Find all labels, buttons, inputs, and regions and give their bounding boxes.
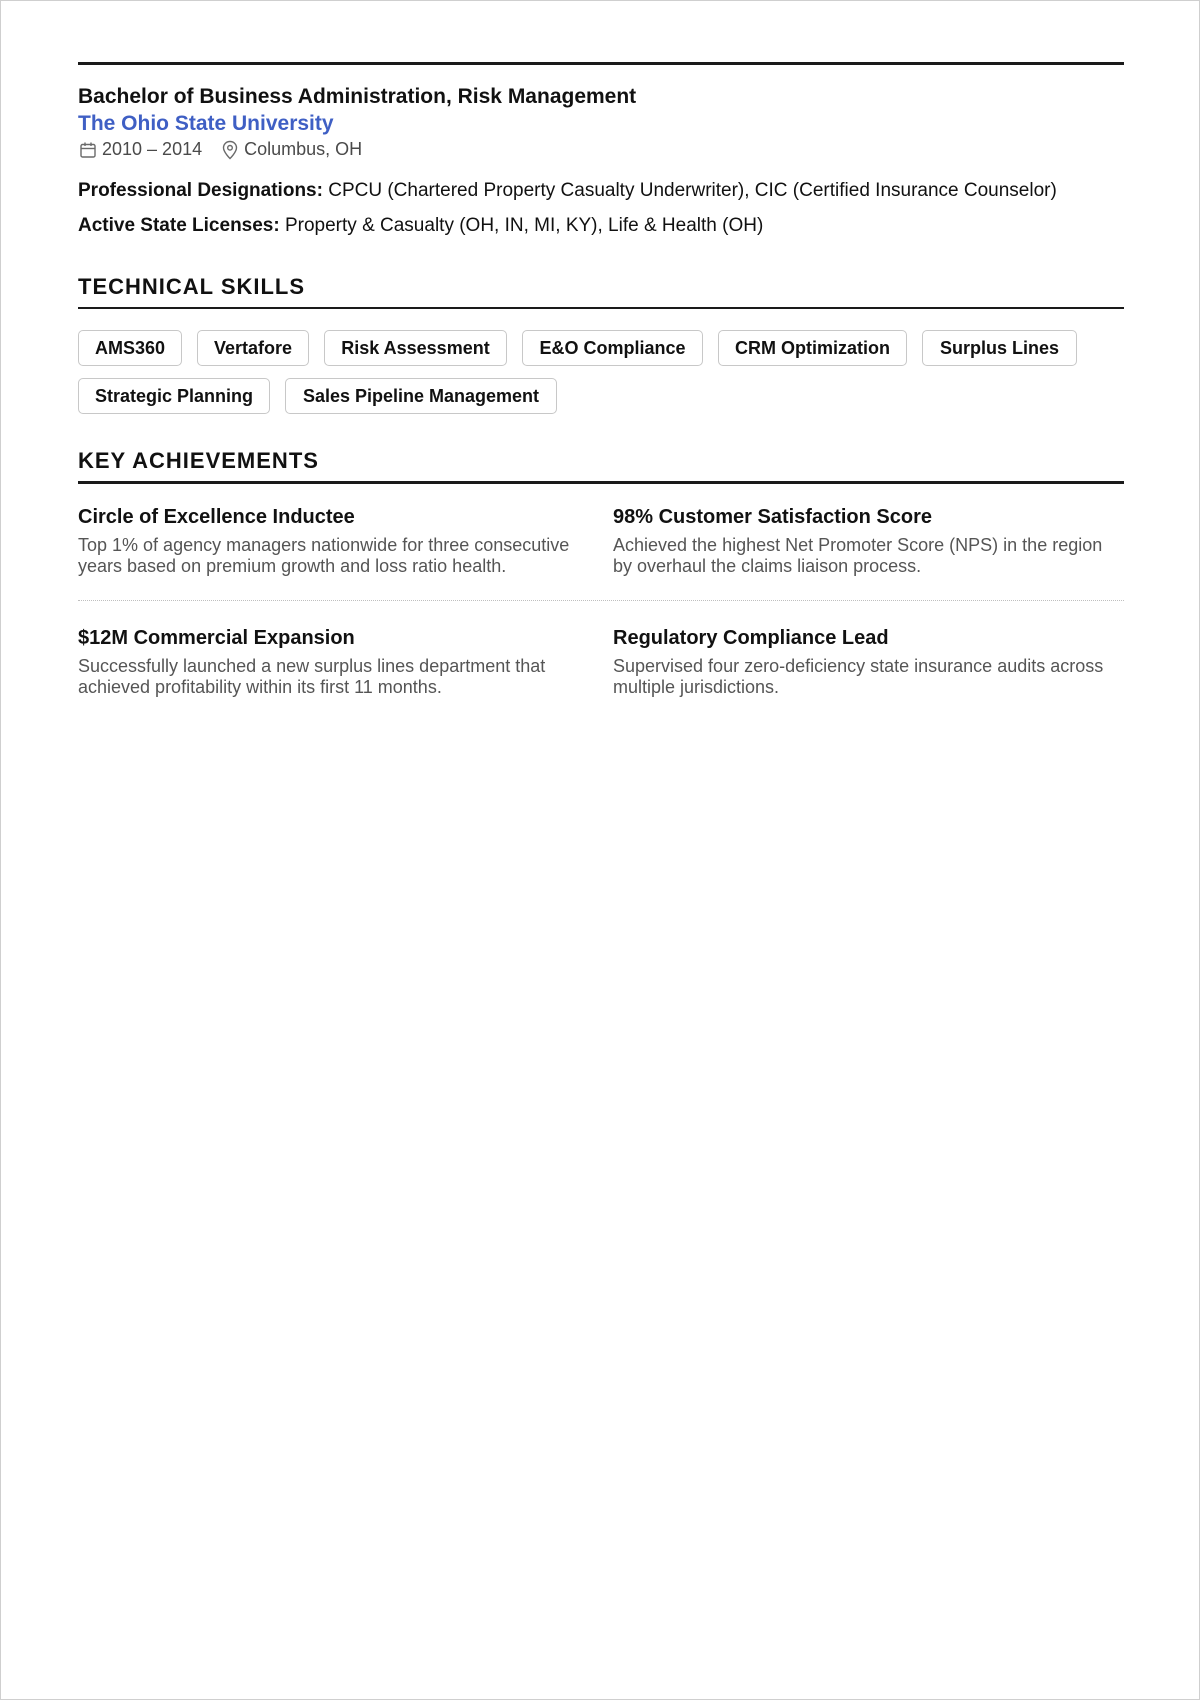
map-pin-icon [220, 140, 240, 160]
achievement-description: Successfully launched a new surplus lines department that achieved profitability within its first 11 months. [78, 656, 546, 697]
achievement-item [613, 626, 1113, 698]
achievement-title: Regulatory Compliance Lead [613, 627, 889, 649]
degree-title: Bachelor of Business Administration, Risk Management [78, 85, 637, 108]
achievement-description: Top 1% of agency managers nationwide for three consecutive years based on premium growth and loss ratio health. [78, 535, 570, 576]
school-name: The Ohio State University [78, 112, 334, 135]
education-location: Columbus, OH [244, 139, 363, 159]
achievement-title: $12M Commercial Expansion [78, 627, 355, 649]
designations-value: CPCU (Chartered Property Casualty Underwriter), CIC (Certified Insurance Counselor) [328, 180, 1057, 201]
top-divider [78, 62, 1124, 65]
skill-chip: Strategic Planning [78, 378, 270, 414]
licenses-value: Property & Casualty (OH, IN, MI, KY), Life & Health (OH) [284, 215, 764, 236]
skill-chip: Sales Pipeline Management [285, 378, 557, 414]
skill-chip: CRM Optimization [718, 330, 907, 366]
calendar-icon [78, 140, 98, 160]
achievements-heading: KEY ACHIEVEMENTS [78, 448, 319, 473]
education-dates: 2010 – 2014 [102, 139, 203, 159]
skill-chip: Surplus Lines [922, 330, 1077, 366]
achievement-title: Circle of Excellence Inductee [78, 506, 355, 528]
skill-chip: E&O Compliance [522, 330, 703, 366]
skill-chip: Vertafore [197, 330, 309, 366]
licenses-label: Active State Licenses: [78, 215, 280, 236]
achievement-item [613, 505, 1113, 577]
designations-label: Professional Designations: [78, 180, 323, 201]
licenses-line [78, 215, 763, 237]
achievement-item [78, 505, 578, 577]
skill-chip: Risk Assessment [324, 330, 507, 366]
achievements-divider [78, 481, 1124, 484]
achievement-description: Achieved the highest Net Promoter Score (NPS) in the region by overhaul the claims liaison process. [613, 535, 1103, 576]
designations-line [78, 180, 1057, 202]
achievement-description: Supervised four zero-deficiency state insurance audits across multiple jurisdictions. [613, 656, 1104, 697]
achievement-item [78, 626, 578, 698]
achievement-row-divider [78, 600, 1124, 601]
skills-divider [78, 307, 1124, 309]
achievement-title: 98% Customer Satisfaction Score [613, 506, 932, 528]
skill-chip: AMS360 [78, 330, 182, 366]
education-meta [78, 139, 362, 160]
skills-heading: TECHNICAL SKILLS [78, 274, 306, 299]
